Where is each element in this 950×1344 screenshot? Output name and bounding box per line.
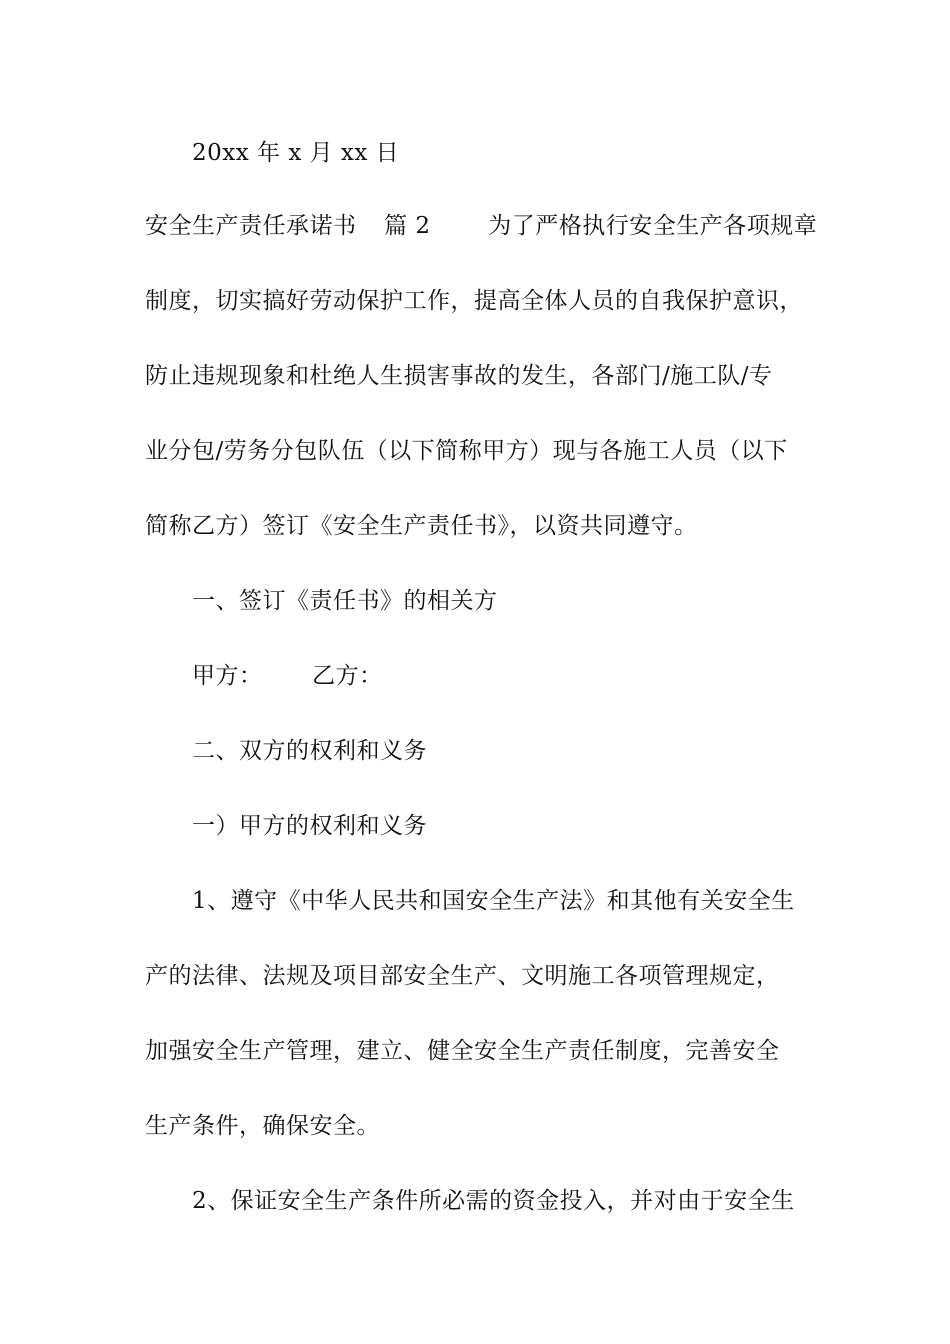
item-1-line: 1、遵守《中华人民共和国安全生产法》和其他有关安全生: [192, 888, 795, 914]
party-b-label: 乙方：: [312, 663, 383, 689]
document-title: 安全生产责任承诺书: [145, 213, 357, 239]
section-heading-2: 二、双方的权利和义务: [192, 738, 427, 764]
intro-line: 制度，切实搞好劳动保护工作，提高全体人员的自我保护意识，: [145, 288, 803, 314]
date-line: 20xx 年 x 月 xx 日: [192, 140, 400, 166]
section-heading-1: 一、签订《责任书》的相关方: [192, 588, 498, 614]
intro-line: 防止违规现象和杜绝人生损害事故的发生，各部门/施工队/专: [145, 363, 773, 389]
item-1-line: 生产条件，确保安全。: [145, 1113, 380, 1139]
intro-line: 简称乙方）签订《安全生产责任书》，以资共同遵守。: [145, 513, 698, 539]
subsection-heading-1: 一）甲方的权利和义务: [192, 813, 427, 839]
heading-line: [145, 211, 817, 241]
part-number: 篇 2: [384, 213, 431, 239]
party-a-label: 甲方：: [192, 663, 263, 689]
intro-line: 业分包/劳务分包队伍（以下简称甲方）现与各施工人员（以下: [145, 438, 788, 464]
item-1-line: 加强安全生产管理，建立、健全安全生产责任制度，完善安全: [145, 1038, 780, 1064]
item-1-line: 产的法律、法规及项目部安全生产、文明施工各项管理规定，: [145, 963, 780, 989]
intro-text-first: 为了严格执行安全生产各项规章: [488, 213, 818, 239]
parties-line: [192, 661, 383, 691]
item-2-line: 2、保证安全生产条件所必需的资金投入，并对由于安全生: [192, 1188, 795, 1214]
